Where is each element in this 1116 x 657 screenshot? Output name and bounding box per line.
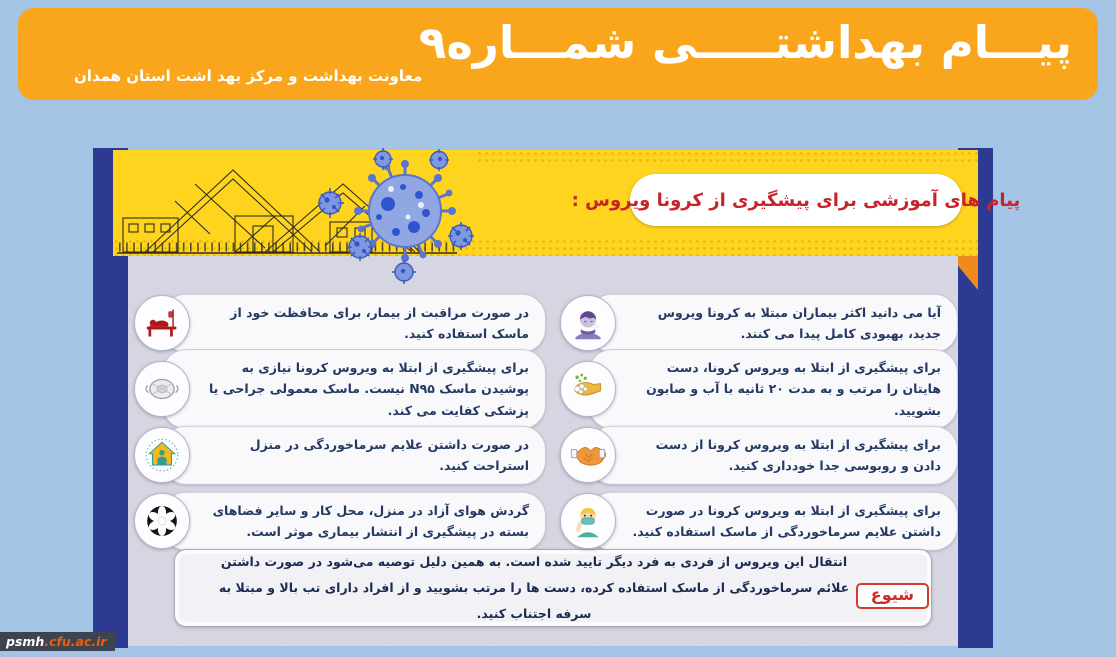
message-row <box>134 294 546 352</box>
outbreak-box <box>174 549 932 627</box>
sick-person-icon <box>560 295 616 351</box>
message-bubble: برای پیشگیری از ابتلا به ویروس کرونا در صورت داشتن علایم سرماخوردگی از ماسک استفاده کنید. <box>588 492 958 551</box>
message-row <box>560 426 958 484</box>
band-title <box>571 174 1021 226</box>
message-bubble: گردش هوای آزاد در منزل، محل کار و سایر فضاهای بسته در پیشگیری از انتشار بیماری موثر است. <box>162 492 546 551</box>
message-row <box>134 492 546 550</box>
infographic-panel <box>93 148 1021 648</box>
message-row <box>134 426 546 484</box>
message-row <box>560 294 958 352</box>
halftone-dots-top <box>476 150 978 165</box>
patient-bed-icon <box>134 295 190 351</box>
org-subtitle: معاونت بهداشت و مرکز بهد اشت استان همدان <box>74 67 423 85</box>
doctor-mask-icon <box>560 493 616 549</box>
fan-icon <box>134 493 190 549</box>
watermark-domain: .cfu.ac.ir <box>44 633 107 649</box>
message-row <box>560 360 958 418</box>
band-title-text: پیام های آموزشی برای پیشگیری از کرونا ویروس : <box>571 189 1021 211</box>
yellow-title-band <box>113 150 1021 256</box>
message-row <box>560 492 958 550</box>
house-icon <box>134 427 190 483</box>
header-banner <box>18 8 1098 100</box>
content-area <box>128 256 958 646</box>
handshake-icon <box>560 427 616 483</box>
outbreak-text: انتقال این ویروس از فردی به فرد دیگر تایید شده است. به همین دلیل توصیه می‌شود در صورت داشتن علائم سرماخوردگی از ماسک استفاده کرده، دست ها را مرتب بشویید و از افراد دارای تب بالا و مبتلا به سرفه اجتناب کنید. <box>218 553 850 622</box>
message-bubble: برای پیشگیری از ابتلا به ویروس کرونا نیازی به پوشیدن ماسک N۹۵ نیست. ماسک معمولی جراحی یا پزشکی کفایت می کند. <box>162 349 546 429</box>
left-column <box>134 294 546 558</box>
page-title: پیـــام بهداشتـــــی شمـــاره۹ <box>418 16 1072 69</box>
coronavirus-illustration <box>318 147 518 287</box>
watermark-site: psmh <box>6 633 45 649</box>
right-column <box>560 294 958 558</box>
outbreak-label: شیوع <box>856 583 929 609</box>
message-bubble: در صورت مراقبت از بیمار، برای محافظت خود از ماسک استفاده کنید. <box>162 294 546 353</box>
message-bubble: برای پیشگیری از ابتلا به ویروس کرونا، دست هایتان را مرتب و به مدت ۲۰ ثانیه با آب و صابون بشویید. <box>588 349 958 429</box>
hand-washing-icon <box>560 361 616 417</box>
message-bubble: برای پیشگیری از ابتلا به ویروس کرونا از دست دادن و روبوسی جدا خودداری کنید. <box>588 426 958 485</box>
message-bubble: در صورت داشتن علایم سرماخوردگی در منزل استراحت کنید. <box>162 426 546 485</box>
message-bubble: آیا می دانید اکثر بیماران مبتلا به کرونا ویروس جدید، بهبودی کامل پیدا می کنند. <box>588 294 958 353</box>
watermark <box>0 632 115 651</box>
n95-mask-icon <box>134 361 190 417</box>
message-row <box>134 360 546 418</box>
